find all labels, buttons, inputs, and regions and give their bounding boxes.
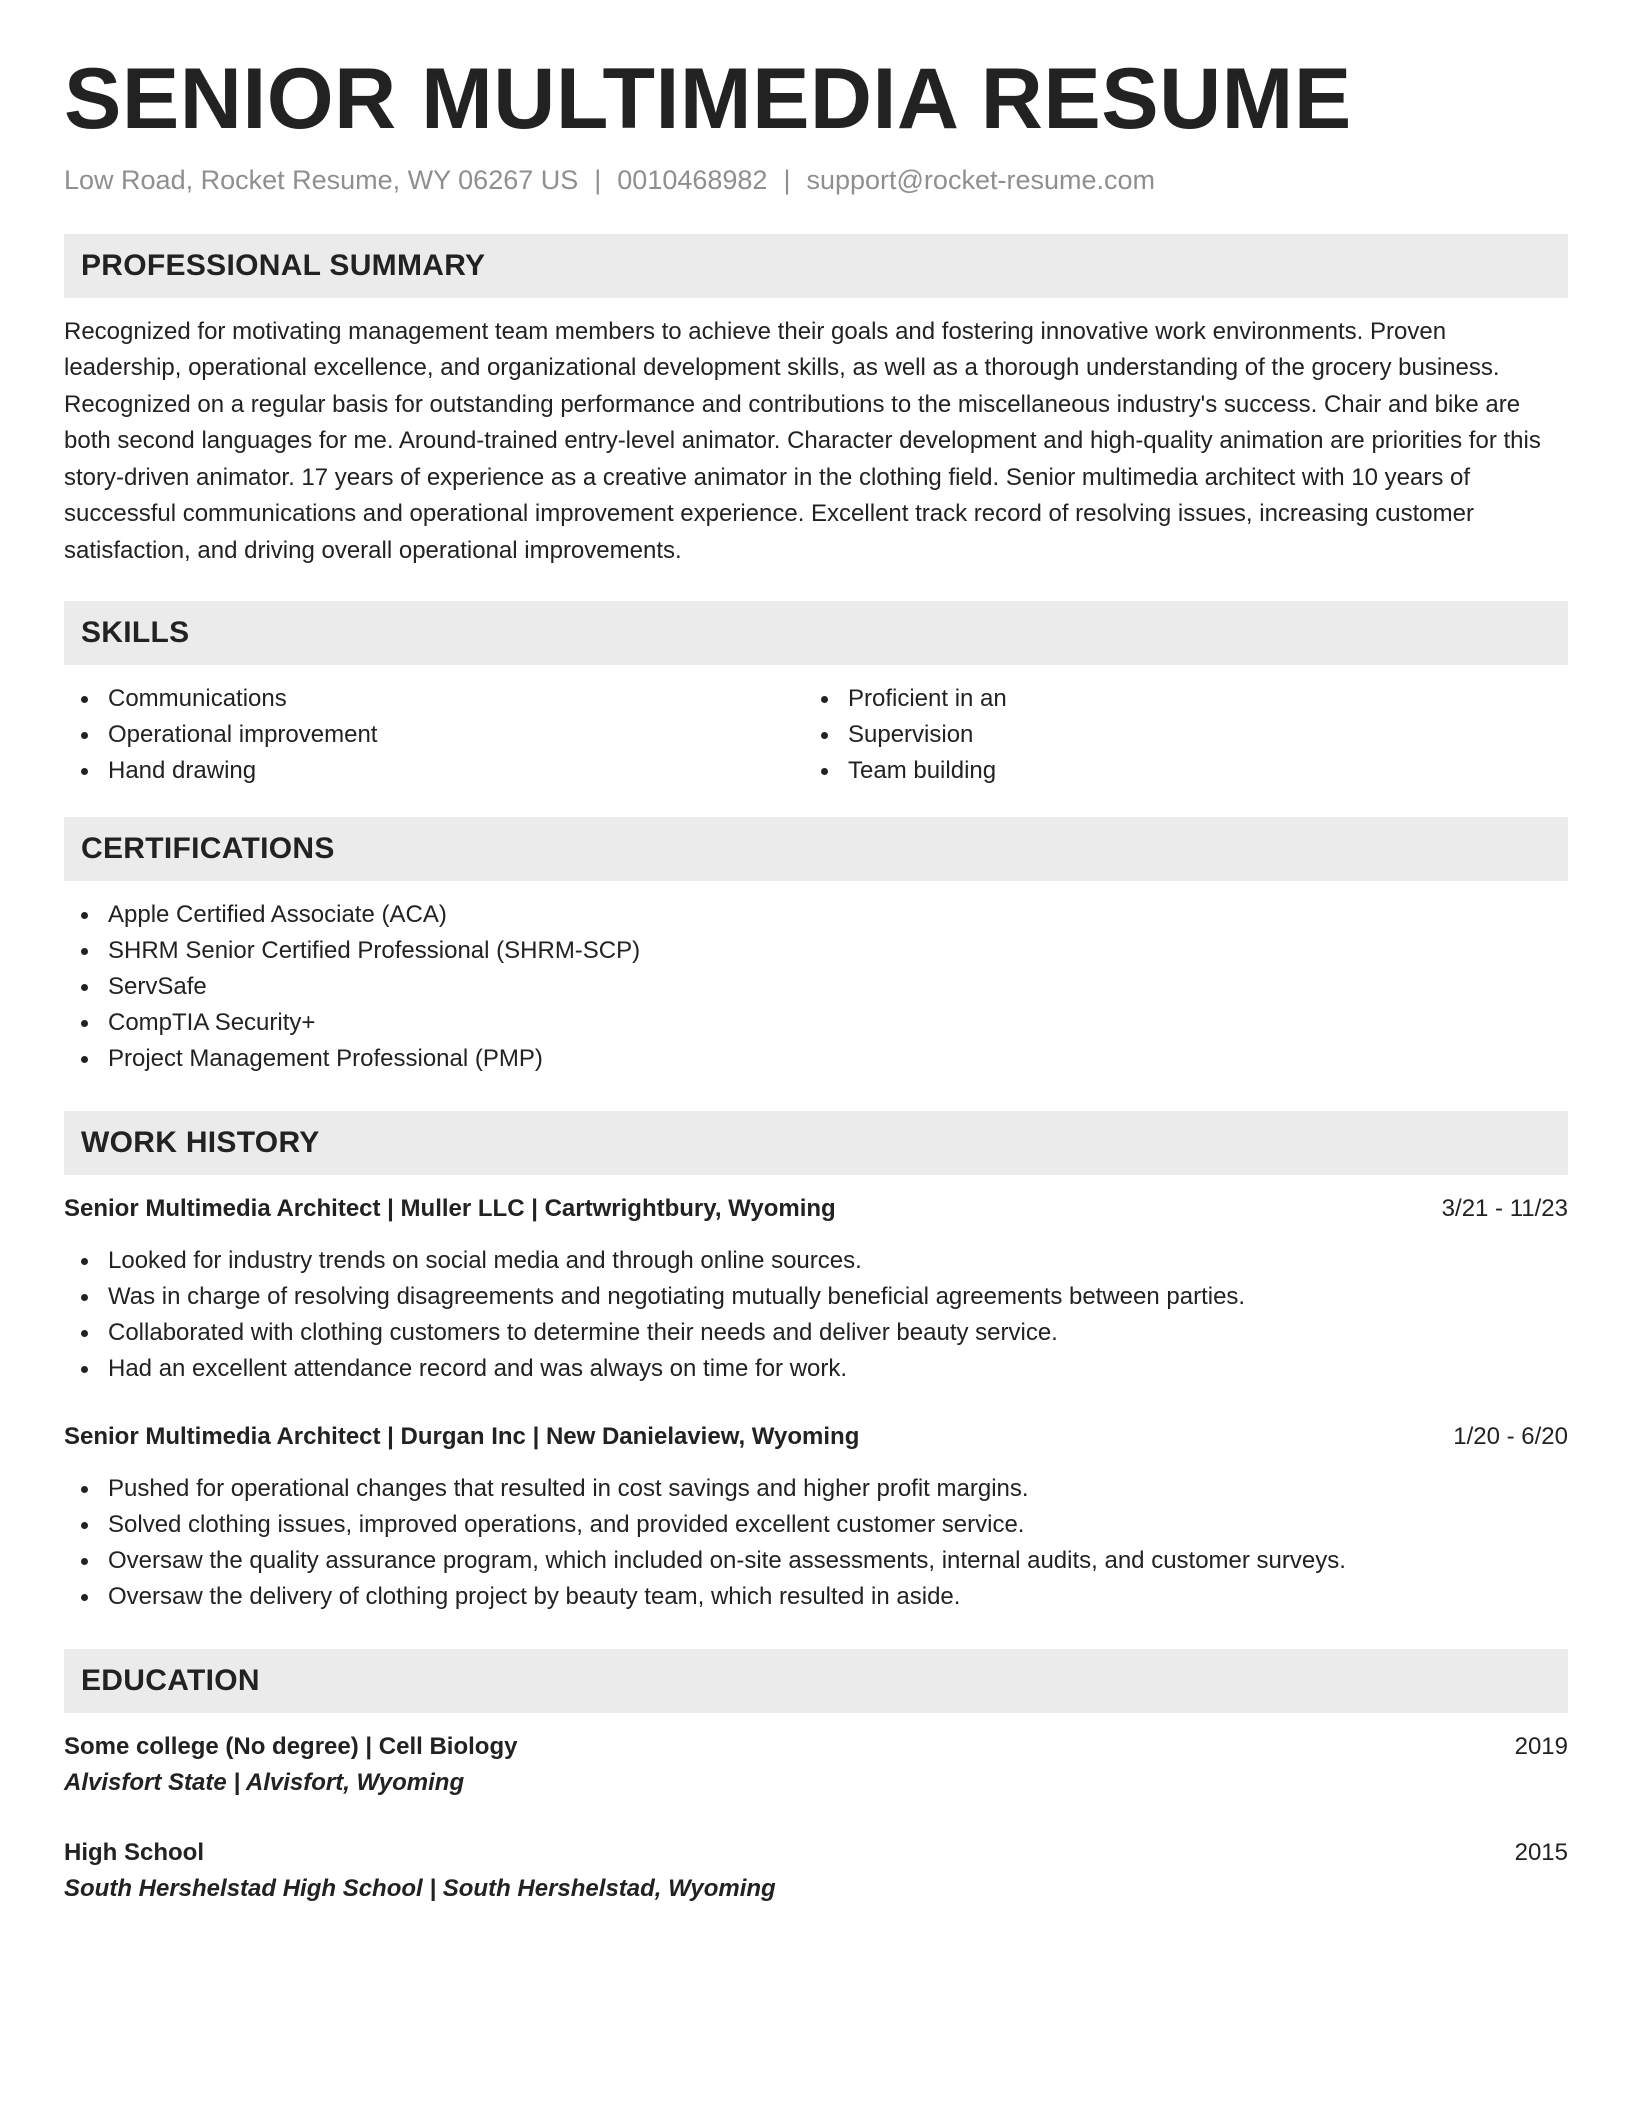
contact-email: support@rocket-resume.com bbox=[806, 164, 1155, 195]
job-bullet: Looked for industry trends on social media and through online sources. bbox=[64, 1243, 1568, 1279]
job-dates: 3/21 - 11/23 bbox=[1441, 1195, 1568, 1223]
education-year: 2015 bbox=[1514, 1839, 1568, 1867]
education-header bbox=[64, 1729, 1568, 1765]
certifications-list bbox=[64, 897, 1568, 1077]
job-header bbox=[64, 1419, 1568, 1455]
resume-title: SENIOR MULTIMEDIA RESUME bbox=[64, 51, 1352, 147]
job-bullet: Oversaw the delivery of clothing project by beauty team, which resulted in aside. bbox=[64, 1579, 1568, 1615]
contact-address: Low Road, Rocket Resume, WY 06267 US bbox=[64, 164, 579, 195]
skills-column-left bbox=[64, 681, 804, 789]
job-dates: 1/20 - 6/20 bbox=[1453, 1423, 1568, 1451]
contact-line bbox=[64, 165, 1568, 196]
job-bullet: Had an excellent attendance record and was always on time for work. bbox=[64, 1351, 1568, 1387]
work-history-heading: WORK HISTORY bbox=[64, 1111, 1568, 1175]
education-title: Some college (No degree) | Cell Biology bbox=[64, 1733, 518, 1761]
education-heading: EDUCATION bbox=[64, 1649, 1568, 1713]
education-title: High School bbox=[64, 1839, 204, 1867]
job-bullets bbox=[64, 1471, 1568, 1615]
job-title: Senior Multimedia Architect | Durgan Inc | New Danielaview, Wyoming bbox=[64, 1423, 860, 1451]
summary-text: Recognized for motivating management team members to achieve their goals and fostering innovative work environments. Proven leadership, operational excellence, and organizational development skills, as well as a thorough understanding of the grocery business. Recognized on a regular basis for outstanding performance and contributions to the miscellaneous industry's success. Chair and bike are both second languages for me. Around-trained entry-level animator. Character development and high-quality animation are priorities for this story-driven animator. 17 years of experience as a creative animator in the clothing field. Senior multimedia architect with 10 years of successful communications and operational improvement experience. Excellent track record of resolving issues, increasing customer satisfaction, and driving overall operational improvements. bbox=[64, 317, 1541, 564]
skill-item: Hand drawing bbox=[64, 753, 804, 789]
certification-item: ServSafe bbox=[64, 969, 1568, 1005]
contact-separator: | bbox=[783, 164, 791, 195]
education-entry bbox=[64, 1835, 1568, 1907]
certifications-heading: CERTIFICATIONS bbox=[64, 817, 1568, 881]
job-bullets bbox=[64, 1243, 1568, 1387]
job-title: Senior Multimedia Architect | Muller LLC | Cartwrightbury, Wyoming bbox=[64, 1195, 836, 1223]
certification-item: SHRM Senior Certified Professional (SHRM-SCP) bbox=[64, 933, 1568, 969]
contact-separator: | bbox=[594, 164, 602, 195]
education-header bbox=[64, 1835, 1568, 1871]
skills-list bbox=[64, 681, 1568, 789]
skill-item: Communications bbox=[64, 681, 804, 717]
skills-heading: SKILLS bbox=[64, 601, 1568, 665]
skills-column-right bbox=[804, 681, 1544, 789]
job-bullet: Was in charge of resolving disagreements and negotiating mutually beneficial agreements between parties. bbox=[64, 1279, 1568, 1315]
job-bullet: Oversaw the quality assurance program, which included on-site assessments, internal audits, and customer surveys. bbox=[64, 1543, 1568, 1579]
job-entry bbox=[64, 1419, 1568, 1615]
education-school: Alvisfort State | Alvisfort, Wyoming bbox=[64, 1769, 465, 1797]
job-entry bbox=[64, 1191, 1568, 1387]
education-school: South Hershelstad High School | South Hershelstad, Wyoming bbox=[64, 1875, 776, 1903]
skill-item: Proficient in an bbox=[804, 681, 1544, 717]
skill-item: Team building bbox=[804, 753, 1544, 789]
contact-phone: 0010468982 bbox=[617, 164, 768, 195]
skill-item: Operational improvement bbox=[64, 717, 804, 753]
education-entry bbox=[64, 1729, 1568, 1801]
job-bullet: Solved clothing issues, improved operations, and provided excellent customer service. bbox=[64, 1507, 1568, 1543]
certification-item: CompTIA Security+ bbox=[64, 1005, 1568, 1041]
job-bullet: Pushed for operational changes that resulted in cost savings and higher profit margins. bbox=[64, 1471, 1568, 1507]
job-header bbox=[64, 1191, 1568, 1227]
summary-heading: PROFESSIONAL SUMMARY bbox=[64, 234, 1568, 298]
education-year: 2019 bbox=[1514, 1733, 1568, 1761]
skill-item: Supervision bbox=[804, 717, 1544, 753]
certification-item: Apple Certified Associate (ACA) bbox=[64, 897, 1568, 933]
job-bullet: Collaborated with clothing customers to determine their needs and deliver beauty service. bbox=[64, 1315, 1568, 1351]
certification-item: Project Management Professional (PMP) bbox=[64, 1041, 1568, 1077]
